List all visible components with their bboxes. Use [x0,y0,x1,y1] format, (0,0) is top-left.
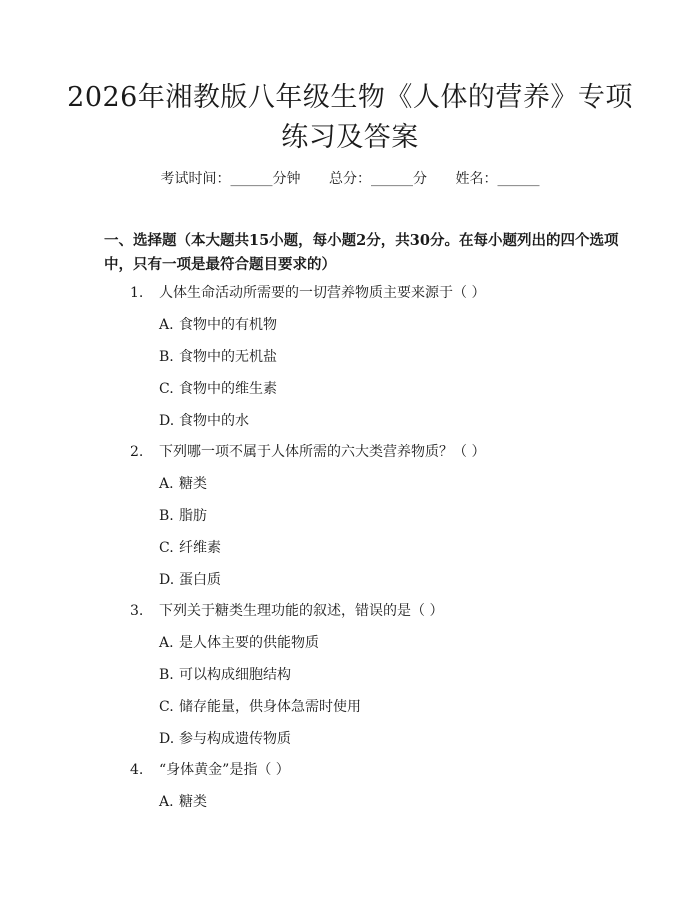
option-text: 蛋白质 [179,572,221,588]
option-text: 食物中的有机物 [179,317,277,333]
question-1-option-b [159,346,277,366]
option-letter: C. [159,540,174,556]
option-text: 是人体主要的供能物质 [179,635,319,651]
document-title: 2026年湘教版八年级生物《人体的营养》专项练习及答案 [67,82,633,153]
question-4-option-a [159,791,207,811]
question-1-option-c [159,378,277,398]
question-2-option-b [159,505,207,525]
option-text: 参与构成遗传物质 [179,731,291,747]
option-letter: A. [159,635,174,651]
option-text: 食物中的维生素 [179,381,277,397]
option-letter: A. [159,317,174,333]
question-text: 下列关于糖类生理功能的叙述，错误的是（ ） [159,603,444,619]
student-name-field: 姓名：______ [455,171,540,187]
question-text: “身体黄金”是指（ ） [159,762,290,778]
option-text: 食物中的水 [179,413,249,429]
total-score-field: 总分：______分 [329,171,427,187]
question-3 [130,600,443,620]
question-3-option-c [159,696,361,716]
question-3-option-a [159,632,319,652]
question-text: 人体生命活动所需要的一切营养物质主要来源于（ ） [159,285,486,301]
question-2-option-c [159,537,221,557]
exam-meta-line [0,168,700,188]
option-text: 储存能量，供身体急需时使用 [179,699,361,715]
question-1 [130,282,485,302]
option-letter: B. [159,508,174,524]
option-letter: D. [159,572,175,588]
option-text: 纤维素 [179,540,221,556]
option-text: 食物中的无机盐 [179,349,277,365]
option-text: 可以构成细胞结构 [179,667,291,683]
question-1-option-a [159,314,277,334]
question-number: 2. [130,444,144,460]
option-letter: A. [159,794,174,810]
question-number: 1. [130,285,144,301]
question-number: 4. [130,762,144,778]
section-heading: 一、选择题（本大题共15小题，每小题2分，共30分。在每小题列出的四个选项中，只有一项是最符合题目要求的） [104,232,619,273]
question-2-option-d [159,569,221,589]
exam-time-field: 考试时间：______分钟 [160,171,301,187]
question-text: 下列哪一项不属于人体所需的六大类营养物质？（ ） [159,444,486,460]
option-text: 糖类 [179,476,207,492]
question-3-option-b [159,664,291,684]
question-1-option-d [159,410,249,430]
option-letter: C. [159,381,174,397]
option-letter: B. [159,667,174,683]
question-number: 3. [130,603,144,619]
option-letter: A. [159,476,174,492]
question-2-option-a [159,473,207,493]
question-3-option-d [159,728,291,748]
option-text: 糖类 [179,794,207,810]
question-2 [130,441,485,461]
option-text: 脂肪 [179,508,207,524]
question-4 [130,759,290,779]
option-letter: D. [159,731,175,747]
option-letter: B. [159,349,174,365]
option-letter: D. [159,413,175,429]
option-letter: C. [159,699,174,715]
